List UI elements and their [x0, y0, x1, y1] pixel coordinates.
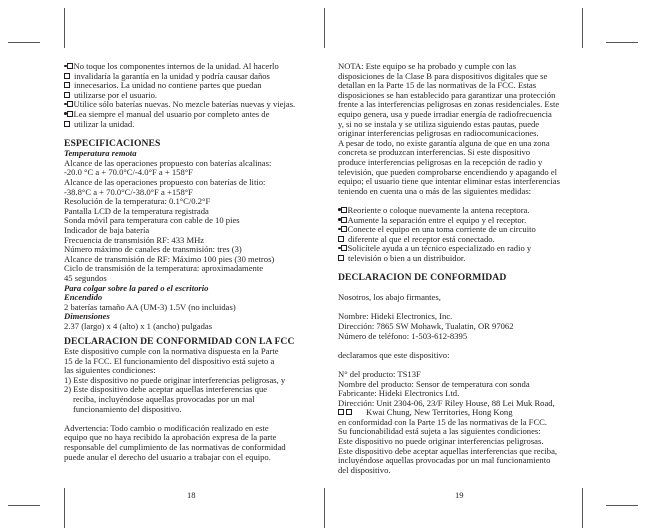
advertencia-paragraph: [64, 424, 324, 462]
fcc-heading: DECLARACION DE CONFORMIDAD CON LA FCC: [64, 335, 295, 347]
warning-item-continuation: utilizar la unidad.: [64, 120, 324, 130]
spec-line: -20.0 °C a + 70.0°C/-4.0°F a + 158°F: [64, 167, 193, 178]
crop-mark: [64, 488, 65, 528]
right-page: [338, 62, 600, 475]
address-line: Número de teléfono: 1-503-612-8395: [338, 330, 468, 341]
spec-power-line: 2 baterías tamaño AA (UM-3) 1.5V (no incluidas): [64, 301, 236, 312]
fcc-condition-continuation: reciba, incluyéndose aquellas provocadas por un mal: [73, 394, 255, 404]
advertencia-line: puede anular el derecho del usuario a trabajar con el equipo.: [64, 451, 271, 462]
note-paragraph: [338, 62, 600, 196]
conformity-line: Este dispositivo debe aceptar aquellas interferencias que reciba,: [338, 445, 558, 456]
fcc-line: 15 de la FCC. El funcionamiento del dispositivo está sujeto a: [64, 355, 275, 366]
warning-list: [64, 62, 324, 129]
measures-list: [338, 206, 600, 264]
note-line: A pesar de todo, no existe garantía alguna de que en una zona: [338, 137, 550, 148]
measure-item: Aumente la separación entre el equipo y el receptor.: [338, 216, 600, 226]
crop-mark: [606, 505, 638, 506]
warning-item-continuation: utilizarse por el usuario.: [64, 91, 324, 101]
measure-item: Conecte el equipo en una toma corriente de un circuito: [338, 225, 600, 235]
page-number-right: 19: [455, 490, 464, 500]
advertencia-line: equipo que no haya recibido la aprobación expresa de la parte: [64, 432, 277, 443]
crop-mark: [8, 42, 40, 43]
note-line: NOTA: Este equipo se ha probado y cumple con las: [338, 61, 517, 71]
checkbox-glyph-icon: [64, 92, 70, 98]
fcc-condition: 2) Este dispositivo debe aceptar aquellas interferencias que: [64, 384, 268, 395]
spec-line: Frecuencia de transmisión RF: 433 MHz: [64, 234, 205, 245]
crop-mark: [582, 8, 583, 48]
checkbox-glyph-icon: [341, 207, 347, 213]
checkbox-glyph-icon: [338, 236, 344, 242]
undersigned-line: Nosotros, los abajo firmantes,: [338, 292, 441, 303]
spec-line: Indicador de baja batería: [64, 225, 150, 235]
measure-item: Solicítele ayuda a un técnico especializado en radio y: [338, 244, 600, 254]
fcc-conditions: [64, 376, 324, 414]
product-line: Dirección: Unit 2304-06, 23/F Riley House, 88 Lei Muk Road,: [338, 397, 555, 408]
conformity-line: incluyéndose aquellas provocadas por un mal funcionamiento: [338, 455, 551, 466]
checkbox-glyph-icon: [67, 111, 73, 117]
spec-line: Resolución de la temperatura: 0.1°C/0.2°F: [64, 196, 211, 207]
fcc-condition-continuation: funcionamiento del dispositivo.: [73, 403, 182, 414]
conformity-line: del dispositivo.: [338, 464, 391, 475]
spec-subheading-dims: Dimensiones: [64, 311, 110, 322]
declaration-heading: DECLARACION DE CONFORMIDAD: [338, 272, 507, 284]
note-line: originar interferencias peligrosas en radiocomunicaciones.: [338, 128, 539, 139]
spec-line: 45 segundos: [64, 272, 107, 283]
checkbox-glyph-icon: [67, 101, 73, 107]
note-line: equipo genera, usa y puede irradiar energía de radiofrecuencia: [338, 108, 552, 119]
fcc-line: las siguientes condiciones:: [64, 365, 156, 376]
note-line: disposiciones se han establecido para garantizar una protección: [338, 89, 556, 100]
product-line: N° del producto: TS13F: [338, 368, 421, 379]
checkbox-glyph-icon: [341, 226, 347, 232]
note-line: detallan en la Parte 15 de las normativas de la FCC. Estas: [338, 80, 537, 91]
advertencia-line: responsable del cumplimiento de las normativas de conformidad: [64, 441, 286, 452]
fcc-line: Este dispositivo cumple con la normativa dispuesta en la Parte: [64, 346, 279, 357]
spec-lines: [64, 159, 324, 284]
spec-subheading-hang: Para colgar sobre la pared o el escritorio: [64, 282, 209, 293]
fcc-condition: 1) Este dispositivo no puede originar interferencias peligrosas, y: [64, 374, 286, 385]
spec-heading: ESPECIFICACIONES: [64, 137, 161, 149]
warning-item: Utilice sólo baterías nuevas. No mezcle baterías nuevas y viejas.: [64, 100, 324, 110]
spec-line: Número máximo de canales de transmisión: tres (3): [64, 244, 242, 255]
note-line: teniendo en cuenta una o más de las siguientes medidas:: [338, 185, 532, 196]
measure-item: Reoriente o coloque nuevamente la antena receptora.: [338, 206, 600, 216]
warning-item: Lea siempre el manual del usuario por completo antes de: [64, 110, 324, 120]
address-line: Dirección: 7865 SW Mohawk, Tualatin, OR 97062: [338, 320, 514, 331]
declare-line: declaramos que este dispositivo:: [338, 349, 450, 360]
spec-line: Ciclo de transmisión de la temperatura: aproximadamente: [64, 263, 264, 274]
checkbox-glyph-icon: [64, 73, 70, 79]
district-line: Kwai Chung, New Territories, Hong Kong: [338, 408, 600, 418]
checkbox-glyph-icon: [341, 217, 347, 223]
checkbox-glyph-icon: [341, 245, 347, 251]
crop-mark: [324, 8, 325, 48]
note-line: produce interferencias peligrosas en la recepción de radio y: [338, 156, 543, 167]
spec-line: Alcance de las operaciones propuesto con baterías de litio:: [64, 177, 266, 188]
measure-item-continuation: diferente al que el receptor está conectado.: [338, 235, 600, 245]
crop-mark: [324, 488, 325, 528]
crop-mark: [8, 505, 40, 506]
product-info: [338, 370, 600, 408]
checkbox-glyph-icon: [64, 121, 70, 127]
product-line: Fabricante: Hideki Electronics Ltd.: [338, 388, 460, 399]
warning-item-continuation: innecesarios. La unidad no contiene partes que puedan: [64, 81, 324, 91]
spec-subheading-power: Encendido: [64, 292, 103, 303]
address-line: Nombre: Hideki Electronics, Inc.: [338, 311, 453, 322]
note-line: televisión, que pueden comprobarse encendiendo y apagando el: [338, 166, 558, 177]
note-line: disposiciones de la Clase B para dispositivos digitales que se: [338, 70, 548, 81]
spec-subheading-remote: Temperatura remota: [64, 148, 137, 159]
measure-item-continuation: televisión o bien a un distribuidor.: [338, 254, 600, 264]
spec-dims-line: 2.37 (largo) x 4 (alto) x 1 (ancho) pulgadas: [64, 320, 213, 331]
crop-mark: [606, 42, 638, 43]
spec-line: Pantalla LCD de la temperatura registrada: [64, 205, 209, 216]
note-line: frente a las interferencias peligrosas en zonas residenciales. Este: [338, 99, 560, 110]
checkbox-glyph-icon: [67, 63, 73, 69]
conformity-line: Este dispositivo no puede originar interferencias peligrosas.: [338, 436, 544, 447]
checkbox-glyph-icon: [338, 255, 344, 261]
note-line: equipo; el usuario tiene que intentar eliminar estas interferencias: [338, 176, 560, 187]
spec-line: Alcance de las operaciones propuesto con baterías alcalinas:: [64, 157, 272, 168]
company-address: [338, 312, 600, 341]
note-line: y, si no se instala y se utiliza siguiendo estas pautas, puede: [338, 118, 540, 129]
note-line: concreta se produzcan interferencias. Si este dispositivo: [338, 147, 531, 158]
crop-mark: [582, 488, 583, 528]
conformity-line: Su funcionabilidad está sujeta a las siguientes condiciones:: [338, 426, 541, 437]
product-line: Nombre del producto: Sensor de temperatura con sonda: [338, 378, 530, 389]
fcc-lines: [64, 347, 324, 376]
crop-mark: [64, 8, 65, 48]
conformity-line: en conformidad con la Parte 15 de las normativas de la FCC.: [338, 416, 548, 427]
warning-item-continuation: invalidaría la garantía en la unidad y podría causar daños: [64, 72, 324, 82]
left-page: [64, 62, 324, 462]
page-number-left: 18: [187, 490, 196, 500]
advertencia-line: Advertencia: Todo cambio o modificación realizado en este: [64, 422, 269, 433]
checkbox-glyph-icon: [64, 82, 70, 88]
spec-line: Sonda móvil para temperatura con cable de 10 pies: [64, 215, 240, 226]
spec-line: Alcance de transmisión de RF: Máximo 100 pies (30 metros): [64, 253, 275, 264]
warning-item: No toque los componentes internos de la unidad. Al hacerlo: [64, 62, 324, 72]
spec-line: -38.8°C a + 70.0°C/-38.0°F a +158°F: [64, 186, 193, 197]
conformity-conditions: [338, 418, 600, 476]
